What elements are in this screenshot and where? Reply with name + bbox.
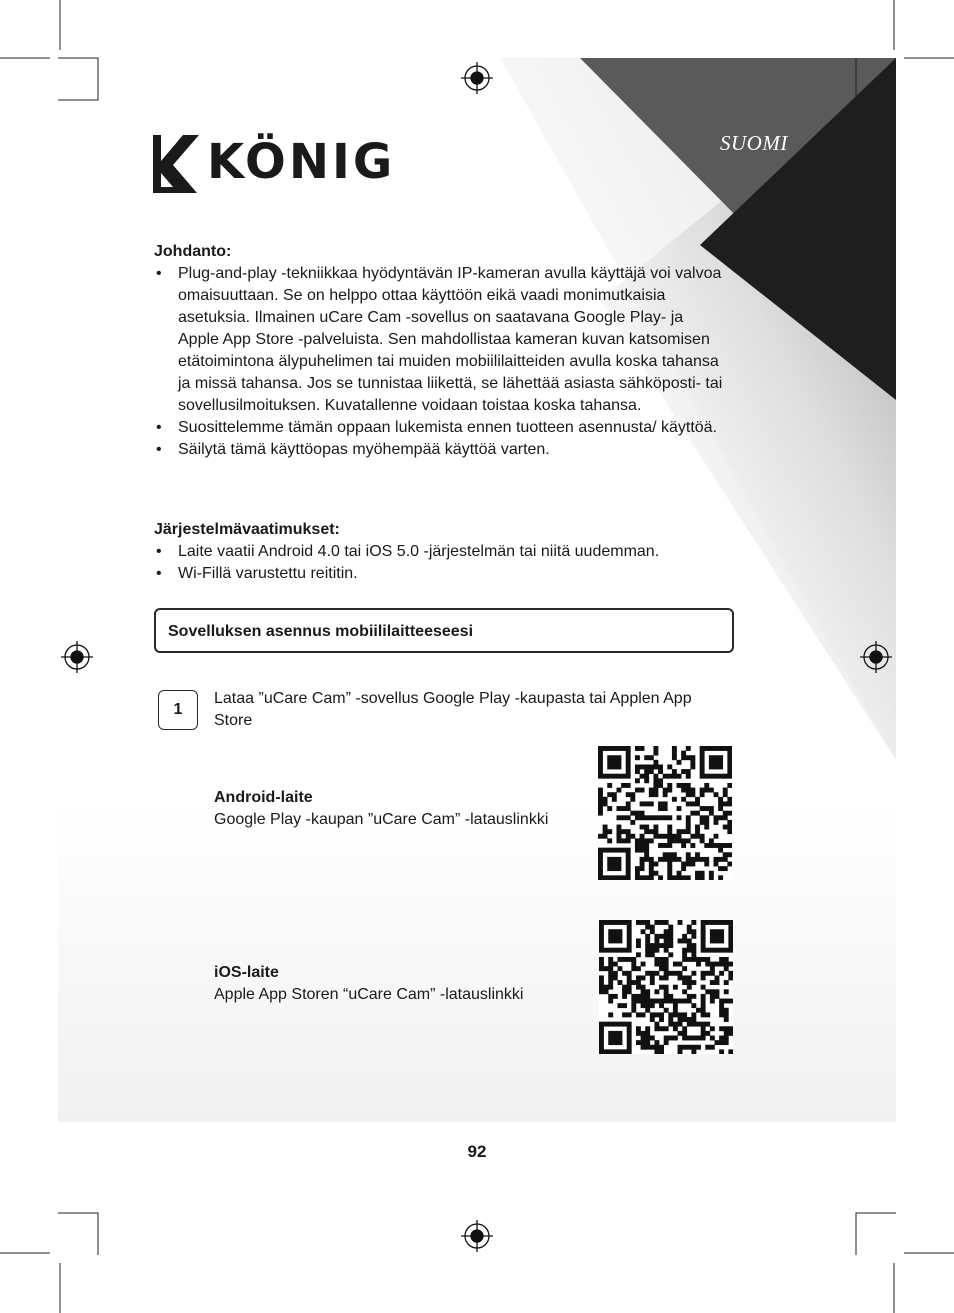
language-label: SUOMI bbox=[720, 131, 788, 155]
android-qr-code-icon[interactable] bbox=[598, 746, 732, 880]
list-item: • Suosittelemme tämän oppaan lukemista ennen tuotteen asennusta/ käyttöä. bbox=[154, 417, 724, 439]
list-item: • Wi-Fillä varustettu reititin. bbox=[154, 563, 724, 585]
android-block bbox=[214, 787, 594, 831]
page-number: 92 bbox=[467, 1142, 487, 1161]
requirements-section bbox=[154, 519, 724, 585]
android-link-text: Google Play -kaupan ”uCare Cam” -latauslinkki bbox=[214, 811, 549, 828]
android-heading: Android-laite bbox=[214, 789, 313, 806]
list-item: • Säilytä tämä käyttöopas myöhempää käyttöä varten. bbox=[154, 439, 724, 461]
list-item: • Laite vaatii Android 4.0 tai iOS 5.0 -järjestelmän tai niitä uudemman. bbox=[154, 541, 724, 563]
section-title: Sovelluksen asennus mobiililaitteeseesi bbox=[168, 623, 474, 640]
ios-heading: iOS-laite bbox=[214, 964, 279, 981]
ios-block bbox=[214, 962, 594, 1006]
ios-link-text: Apple App Storen “uCare Cam” -latauslinkki bbox=[214, 986, 524, 1003]
intro-section bbox=[154, 241, 724, 461]
registration-mark-icon bbox=[461, 62, 493, 94]
requirements-heading: Järjestelmävaatimukset: bbox=[154, 521, 340, 538]
step-number-badge: 1 bbox=[158, 690, 198, 730]
section-title-box bbox=[154, 608, 734, 653]
brand-logo-text: KÖNIG bbox=[207, 134, 396, 190]
list-item: • Plug-and-play -tekniikkaa hyödyntävän IP-kameran avulla käyttäjä voi valvoa omaisuuttaan. Se on helppo ottaa käyttöön eikä vaadi monimutkaisia asetuksia. Ilmainen uCare Cam -sovellus on saatavana Google Play- ja Apple App Store -palveluista. Sen mahdollistaa kameran kuvan katsomisen etätoimintona älypuhelimen tai muiden mobiililaitteiden avulla koska tahansa ja missä tahansa. Jos se tunnistaa liikettä, se lähettää asiasta sähköposti- tai sovellusilmoituksen. Kuvatallenne voidaan toistaa koska tahansa. bbox=[154, 263, 724, 417]
ios-qr-code-icon[interactable] bbox=[599, 920, 733, 1054]
requirements-list bbox=[154, 541, 724, 585]
konig-logo-icon bbox=[153, 135, 201, 193]
intro-list bbox=[154, 263, 724, 461]
intro-heading: Johdanto: bbox=[154, 243, 232, 260]
step-instruction: Lataa ”uCare Cam” -sovellus Google Play -kaupasta tai Applen App Store bbox=[214, 690, 692, 729]
